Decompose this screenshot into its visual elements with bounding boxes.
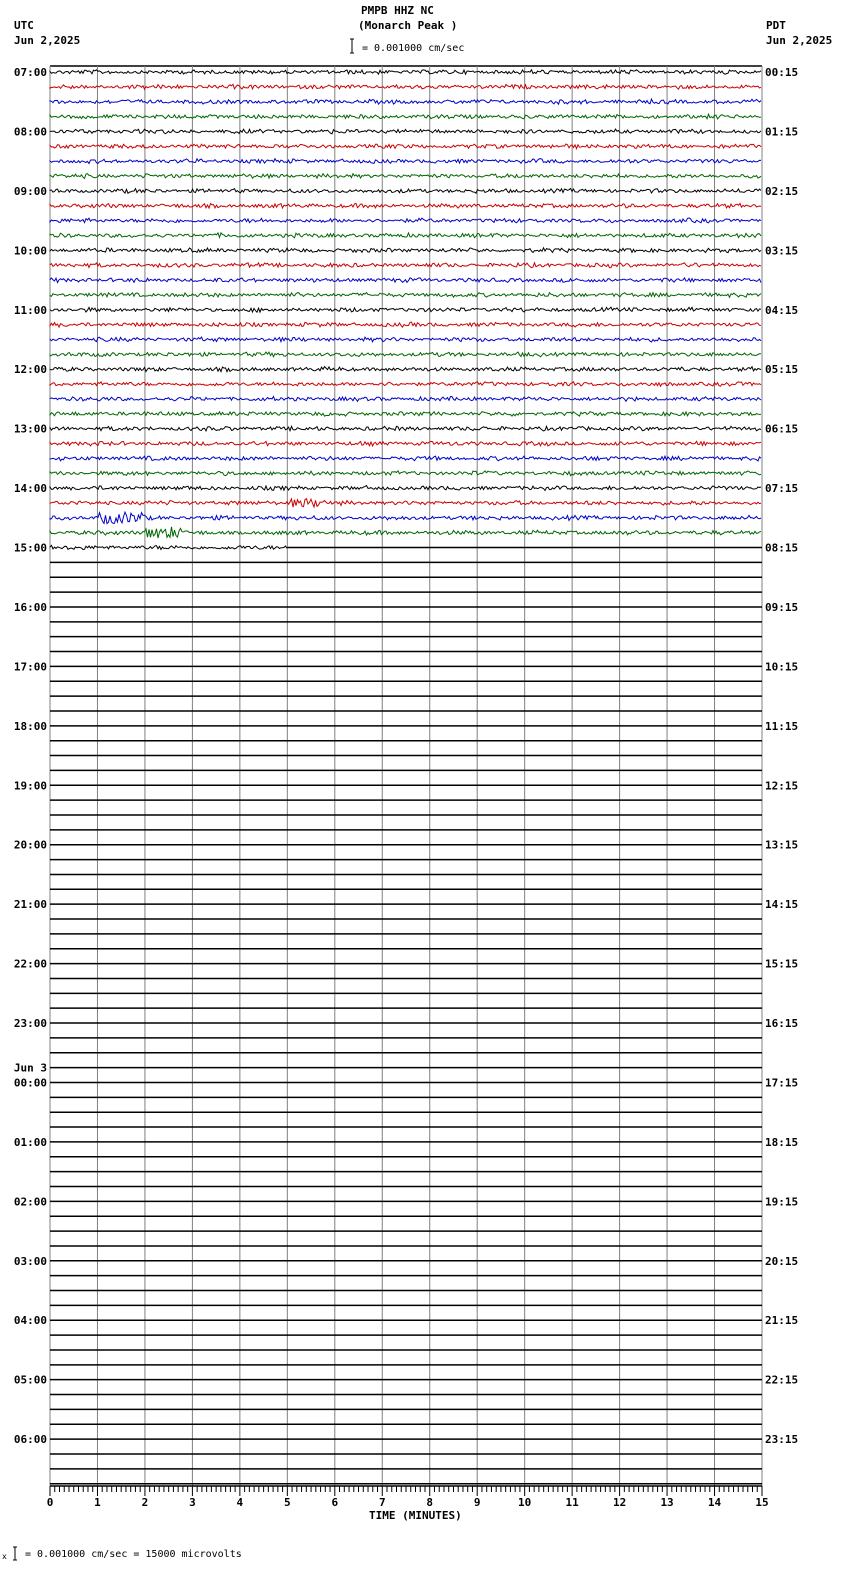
seismic-trace <box>50 486 761 491</box>
utc-hour-label: 01:00 <box>13 1135 47 1149</box>
axis-tick-label: 10 <box>518 1496 532 1509</box>
pdt-hour-label: 16:15 <box>765 1017 799 1031</box>
utc-hour-label: 12:00 <box>13 363 47 377</box>
seismic-trace <box>50 218 761 223</box>
pdt-hour-label: 01:15 <box>765 125 799 139</box>
seismic-trace <box>50 412 761 417</box>
station-location: (Monarch Peak ) <box>358 19 458 32</box>
seismic-trace <box>50 367 761 372</box>
footer-scale-note: = 0.001000 cm/sec = 15000 microvolts <box>25 1549 242 1560</box>
pdt-hour-label: 22:15 <box>765 1373 799 1387</box>
axis-tick-label: 15 <box>755 1496 769 1509</box>
utc-hour-label: 17:00 <box>13 660 47 674</box>
pdt-hour-label: 10:15 <box>765 660 799 674</box>
utc-hour-label: 00:00 <box>13 1076 47 1090</box>
footer-mark: x <box>2 1552 7 1561</box>
utc-hour-label: 06:00 <box>13 1433 47 1447</box>
axis-tick-label: 6 <box>331 1496 339 1509</box>
pdt-hour-label: 09:15 <box>765 600 799 614</box>
seismic-trace <box>50 337 761 342</box>
seismic-trace <box>50 70 761 75</box>
utc-hour-label: 19:00 <box>13 779 47 793</box>
x-axis-label: TIME (MINUTES) <box>369 1509 462 1522</box>
seismic-trace <box>50 426 761 431</box>
seismic-trace <box>50 129 761 134</box>
seismic-trace <box>50 545 287 549</box>
left-timezone: UTC <box>14 19 34 32</box>
seismic-trace <box>50 248 761 253</box>
axis-tick-label: 4 <box>236 1496 244 1509</box>
seismic-trace <box>50 352 761 357</box>
seismic-trace <box>50 114 761 119</box>
utc-hour-label: 20:00 <box>13 838 47 852</box>
pdt-hour-label: 13:15 <box>765 838 799 852</box>
utc-hour-label: 15:00 <box>13 541 47 555</box>
utc-hour-label: 11:00 <box>13 303 47 317</box>
pdt-hour-label: 06:15 <box>765 422 799 436</box>
left-date: Jun 2,2025 <box>14 34 81 47</box>
pdt-hour-label: 08:15 <box>765 541 799 555</box>
axis-tick-label: 3 <box>189 1496 196 1509</box>
pdt-hour-label: 12:15 <box>765 779 799 793</box>
pdt-hour-label: 23:15 <box>765 1433 799 1447</box>
utc-hour-label: 03:00 <box>13 1254 47 1268</box>
seismic-trace <box>50 441 761 446</box>
axis-tick-label: 12 <box>612 1496 627 1509</box>
axis-tick-label: 5 <box>284 1496 291 1509</box>
axis-tick-label: 9 <box>473 1496 481 1509</box>
axis-tick-label: 14 <box>707 1496 722 1509</box>
axis-tick-label: 1 <box>94 1496 101 1509</box>
utc-hour-label: 21:00 <box>13 898 47 912</box>
utc-hour-label: 02:00 <box>13 1195 47 1209</box>
pdt-hour-label: 19:15 <box>765 1195 799 1209</box>
utc-hour-label: 13:00 <box>13 422 47 436</box>
seismic-trace <box>50 527 761 538</box>
axis-tick-label: 2 <box>141 1496 149 1509</box>
pdt-hour-label: 14:15 <box>765 898 799 912</box>
seismic-trace <box>50 174 761 179</box>
pdt-hour-label: 21:15 <box>765 1314 799 1328</box>
seismic-trace <box>50 144 761 149</box>
scale-label: = 0.001000 cm/sec <box>362 43 465 54</box>
seismic-trace <box>50 233 761 238</box>
pdt-hour-label: 20:15 <box>765 1254 799 1268</box>
axis-tick-label: 11 <box>565 1496 579 1509</box>
right-timezone: PDT <box>766 19 786 32</box>
axis-tick-label: 13 <box>660 1496 674 1509</box>
utc-hour-label: 10:00 <box>13 244 47 258</box>
utc-date-label: Jun 3 <box>13 1061 47 1075</box>
axis-tick-label: 0 <box>46 1496 54 1509</box>
seismic-trace <box>50 263 761 268</box>
seismic-trace <box>50 397 761 402</box>
utc-hour-label: 04:00 <box>13 1314 47 1328</box>
pdt-hour-label: 07:15 <box>765 482 799 496</box>
utc-hour-label: 08:00 <box>13 125 47 139</box>
pdt-hour-label: 03:15 <box>765 244 799 258</box>
axis-tick-label: 8 <box>426 1496 434 1509</box>
seismic-trace <box>50 159 761 164</box>
utc-hour-label: 09:00 <box>13 184 47 198</box>
utc-hour-label: 07:00 <box>13 66 47 79</box>
seismic-trace <box>50 204 761 209</box>
right-date: Jun 2,2025 <box>766 34 833 47</box>
seismic-trace <box>50 512 761 524</box>
pdt-hour-label: 15:15 <box>765 957 799 971</box>
seismic-trace <box>50 278 761 283</box>
seismic-trace <box>50 188 761 193</box>
station-title: PMPB HHZ NC <box>361 4 434 17</box>
seismic-trace <box>50 99 761 104</box>
pdt-hour-label: 05:15 <box>765 363 799 377</box>
pdt-hour-label: 00:15 <box>765 66 799 79</box>
seismic-trace <box>50 293 761 298</box>
pdt-hour-label: 04:15 <box>765 303 799 317</box>
utc-hour-label: 16:00 <box>13 600 47 614</box>
utc-hour-label: 18:00 <box>13 719 47 733</box>
seismic-trace <box>50 382 761 387</box>
pdt-hour-label: 02:15 <box>765 184 799 198</box>
axis-tick-label: 7 <box>378 1496 386 1509</box>
seismic-trace <box>50 322 761 327</box>
utc-hour-label: 23:00 <box>13 1017 47 1031</box>
seismic-trace <box>50 471 761 476</box>
seismic-trace <box>50 499 761 508</box>
seismic-trace <box>50 84 761 89</box>
utc-hour-label: 05:00 <box>13 1373 47 1387</box>
seismic-trace <box>50 456 761 461</box>
pdt-hour-label: 17:15 <box>765 1076 799 1090</box>
pdt-hour-label: 11:15 <box>765 719 799 733</box>
utc-hour-label: 14:00 <box>13 482 47 496</box>
pdt-hour-label: 18:15 <box>765 1135 799 1149</box>
seismic-trace <box>50 307 761 312</box>
utc-hour-label: 22:00 <box>13 957 47 971</box>
